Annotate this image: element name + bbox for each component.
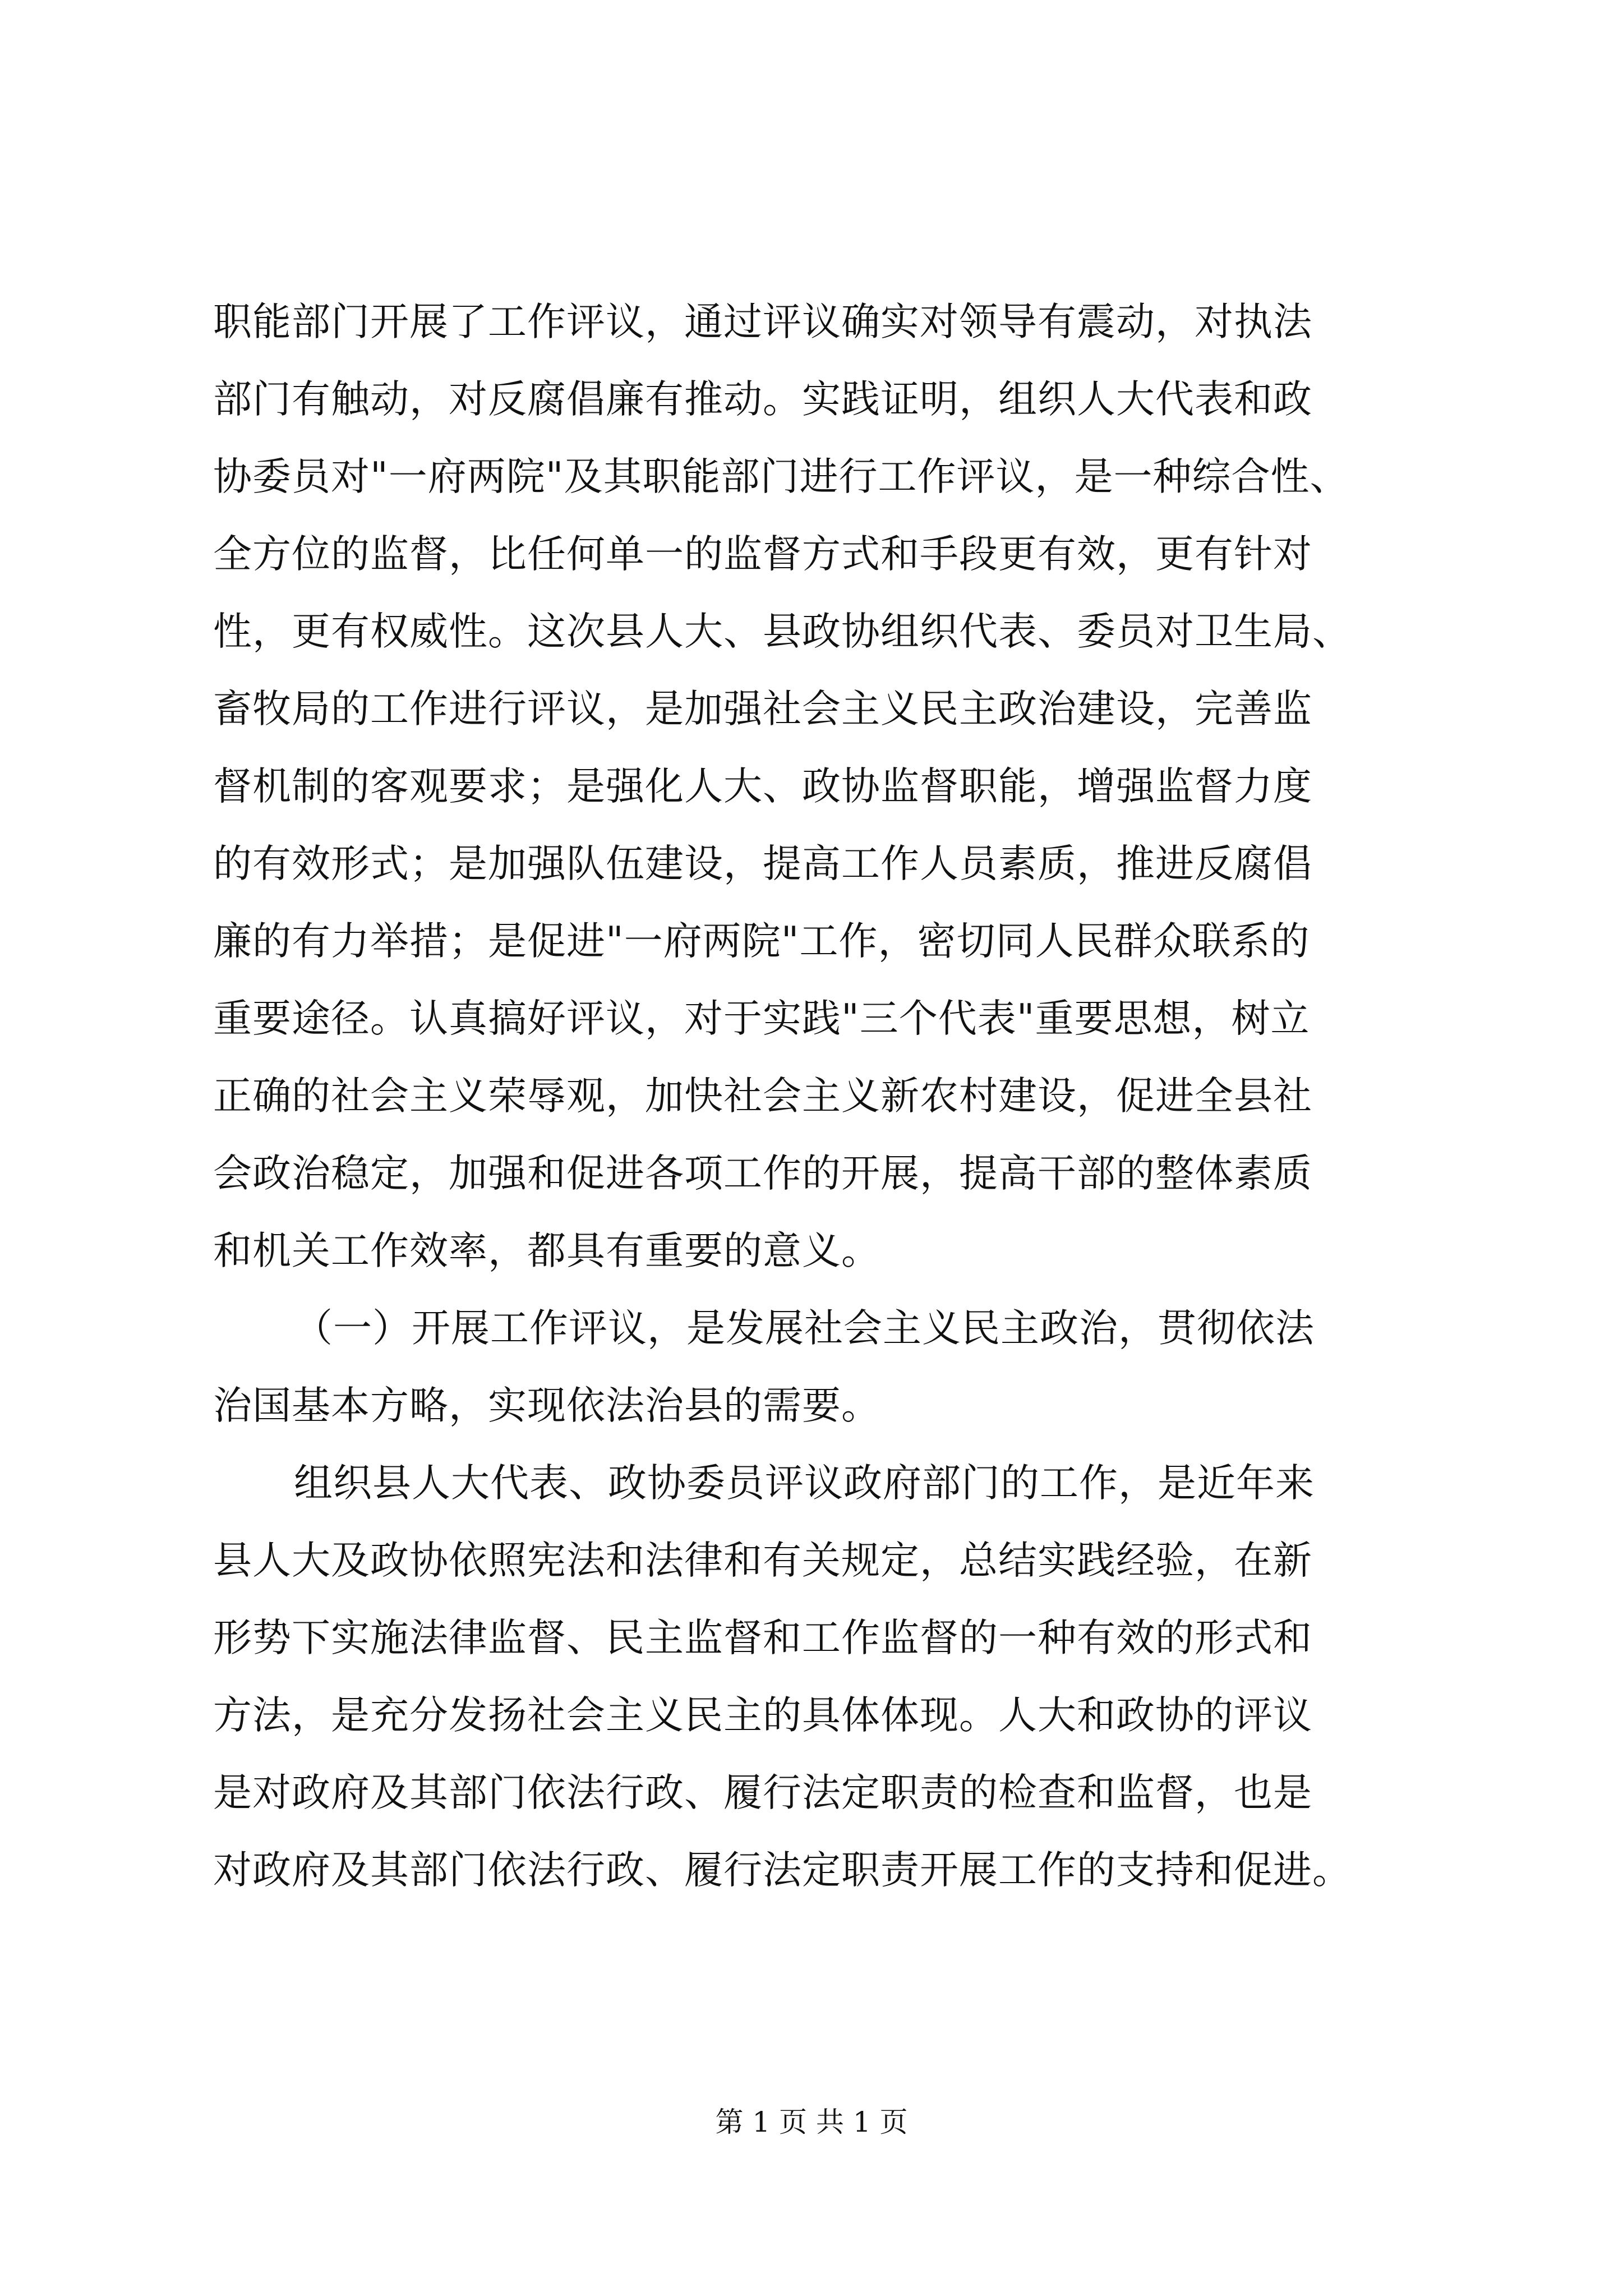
text-line-8: 的有效形式；是加强队伍建设，提高工作人员素质，推进反腐倡 (213, 841, 1312, 886)
text-line-2: 部门有触动，对反腐倡廉有推动。实践证明，组织人大代表和政 (213, 377, 1312, 422)
page-footer: 第 1 页 共 1 页 (715, 2106, 908, 2138)
text-line-18: 形势下实施法律监督、民主监督和工作监督的一种有效的形式和 (213, 1616, 1312, 1660)
section-heading-line-1: （一）开展工作评议，是发展社会主义民主政治，贯彻依法 (294, 1306, 1315, 1351)
text-line-21: 对政府及其部门依法行政、履行法定职责开展工作的支持和促进。 (213, 1848, 1352, 1893)
text-line-6: 畜牧局的工作进行评议，是加强社会主义民主政治建设，完善监 (213, 687, 1312, 731)
text-line-9: 廉的有力举措；是促进"一府两院"工作，密切同人民群众联系的 (213, 919, 1310, 964)
text-line-17: 县人大及政协依照宪法和法律和有关规定，总结实践经验，在新 (213, 1538, 1312, 1583)
text-line-3: 协委员对"一府两院"及其职能部门进行工作评议，是一种综合性、 (213, 454, 1349, 499)
text-line-5: 性，更有权威性。这次县人大、县政协组织代表、委员对卫生局、 (213, 609, 1352, 654)
text-line-19: 方法，是充分发扬社会主义民主的具体体现。人大和政协的评议 (213, 1693, 1312, 1738)
text-line-11: 正确的社会主义荣辱观，加快社会主义新农村建设，促进全县社 (213, 1074, 1312, 1119)
section-heading-line-2: 治国基本方略，实现依法治县的需要。 (213, 1383, 880, 1428)
text-line-16: 组织县人大代表、政协委员评议政府部门的工作，是近年来 (294, 1461, 1315, 1506)
text-line-13: 和机关工作效率，都具有重要的意义。 (213, 1228, 880, 1273)
text-line-10: 重要途径。认真搞好评议，对于实践"三个代表"重要思想，树立 (213, 996, 1310, 1041)
text-line-20: 是对政府及其部门依法行政、履行法定职责的检查和监督，也是 (213, 1770, 1312, 1815)
text-line-1: 职能部门开展了工作评议，通过评议确实对领导有震动，对执法 (213, 300, 1312, 344)
text-line-4: 全方位的监督，比任何单一的监督方式和手段更有效，更有针对 (213, 532, 1312, 577)
text-line-7: 督机制的客观要求；是强化人大、政协监督职能，增强监督力度 (213, 764, 1312, 809)
text-line-12: 会政治稳定，加强和促进各项工作的开展，提高干部的整体素质 (213, 1151, 1312, 1196)
